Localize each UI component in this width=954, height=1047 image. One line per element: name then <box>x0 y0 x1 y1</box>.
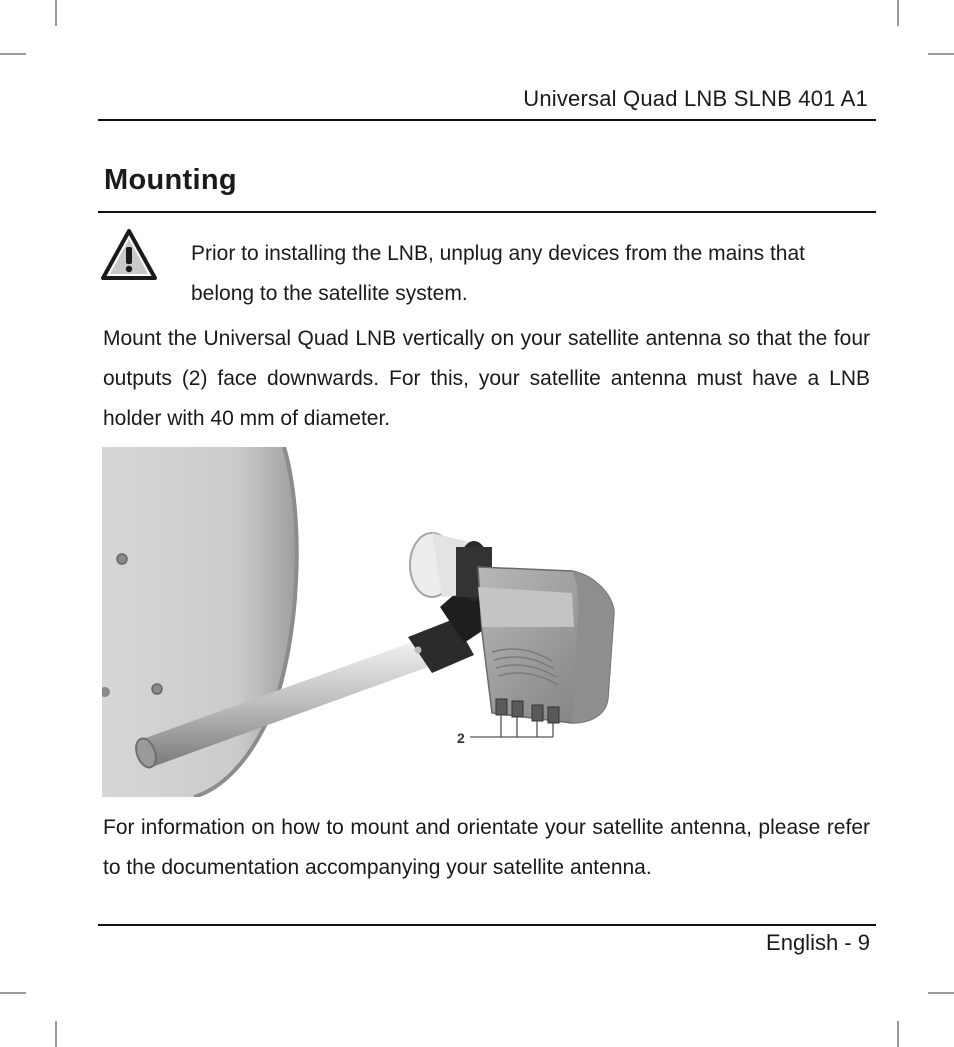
crop-mark <box>928 53 954 55</box>
crop-mark <box>897 1021 899 1047</box>
crop-mark <box>0 53 26 55</box>
crop-mark <box>897 0 899 26</box>
warning-text: Prior to installing the LNB, unplug any devices from the mains that belong to the satellite system. <box>191 242 805 305</box>
page-footer <box>766 930 870 956</box>
crop-mark <box>55 0 57 26</box>
footer-rule <box>98 924 876 926</box>
warning-triangle-icon <box>100 228 158 282</box>
running-header: Universal Quad LNB SLNB 401 A1 <box>523 86 868 111</box>
output-callout-label: 2 <box>457 730 465 746</box>
crop-mark <box>55 1021 57 1047</box>
section-heading: Mounting <box>104 164 237 196</box>
heading-rule <box>98 211 876 213</box>
lnb-mounting-photo <box>102 447 622 797</box>
crop-mark <box>928 992 954 994</box>
mounting-instructions: Mount the Universal Quad LNB vertically on your satellite antenna so that the four outputs (2) face downwards. For this, your satellite antenna must have a LNB holder with 40 mm of diameter. <box>103 327 870 430</box>
footer-separator: - <box>838 930 858 955</box>
page-number: 9 <box>857 930 870 955</box>
header-rule <box>98 119 876 121</box>
antenna-reference-note: For information on how to mount and orientate your satellite antenna, please refer to the documentation accompanying your satellite antenna. <box>103 816 870 879</box>
crop-mark <box>0 992 26 994</box>
footer-language: English <box>766 930 839 955</box>
